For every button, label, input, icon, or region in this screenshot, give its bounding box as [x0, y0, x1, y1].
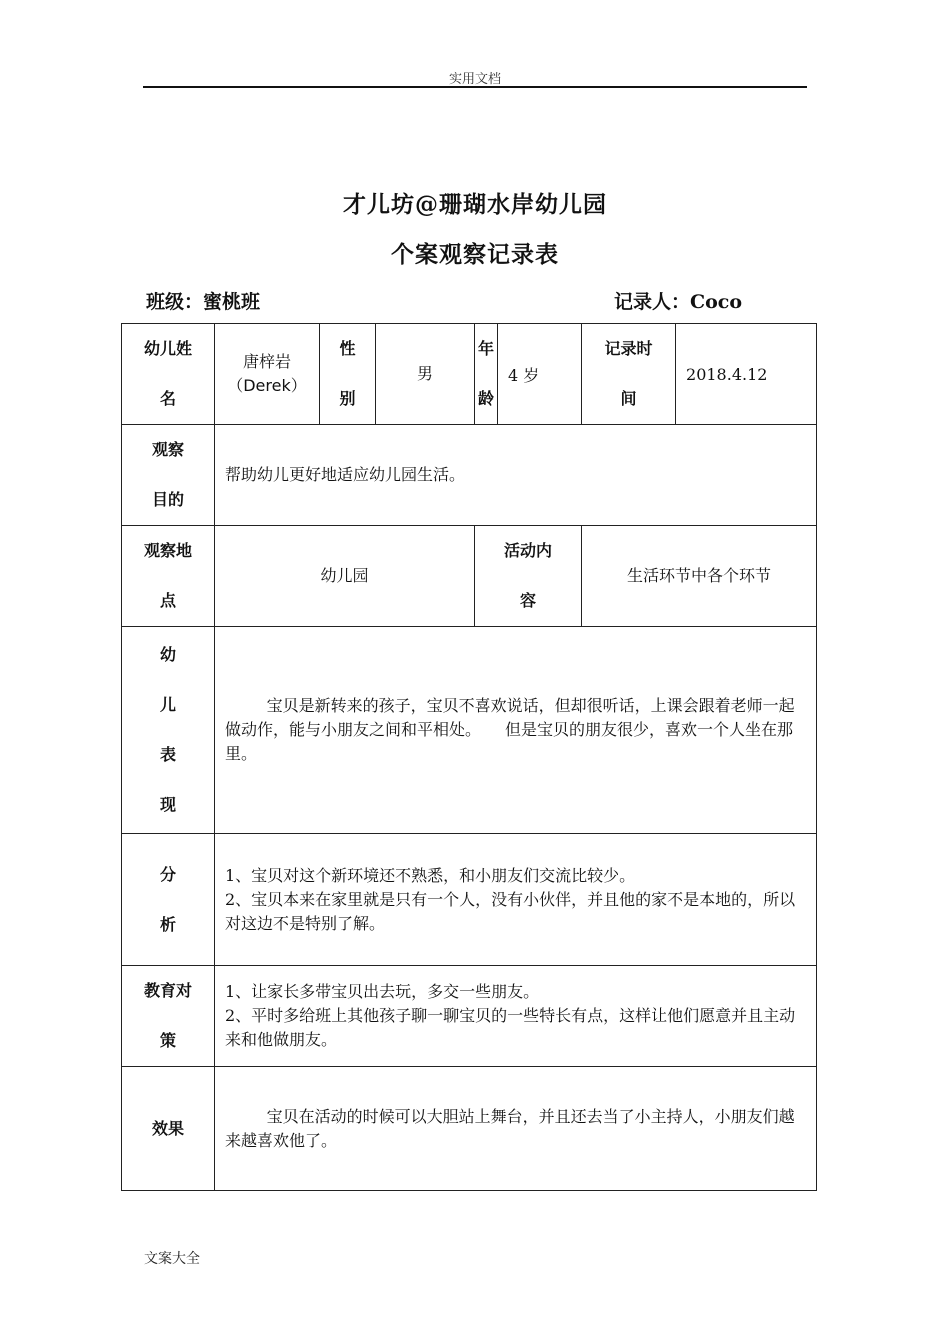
location-value: 幼儿园 [320, 566, 369, 585]
activity-value-cell [582, 526, 817, 627]
analysis-label-char-1: 分 [159, 864, 176, 884]
time-value-cell [676, 324, 817, 425]
activity-value: 生活环节中各个环节 [627, 566, 772, 585]
child-name: 唐梓岩 [242, 352, 291, 371]
analysis-label-char-2: 析 [159, 914, 176, 934]
strategy-line-2: 2、平时多给班上其他孩子聊一聊宝贝的一些特长有点，这样让他们愿意并且主动来和他做朋友。 [225, 1006, 796, 1049]
name-value-cell [215, 324, 320, 425]
strategy-label-cell [122, 966, 215, 1067]
location-label-cell [122, 526, 215, 627]
age-label-cell [475, 324, 498, 425]
table-row [122, 834, 817, 966]
page-footer: 文案大全 [144, 1251, 200, 1267]
analysis-label-cell [122, 834, 215, 966]
gender-label-line-2: 别 [339, 389, 356, 408]
table-row [122, 324, 817, 425]
effect-value-cell [215, 1067, 817, 1191]
name-label-line-1: 幼儿姓 [143, 339, 192, 358]
location-label-line-2: 点 [159, 591, 176, 610]
name-label-cell [122, 324, 215, 425]
behavior-label-char-1: 幼 [159, 645, 176, 664]
record-date: 2018.4.12 [686, 364, 768, 384]
analysis-line-1: 1、宝贝对这个新环境还不熟悉，和小朋友们交流比较少。 [225, 865, 636, 885]
purpose-label-cell [122, 425, 215, 526]
time-label-cell [582, 324, 676, 425]
header-divider [143, 86, 807, 88]
strategy-value-cell [215, 966, 817, 1067]
table-row [122, 526, 817, 627]
time-label-line-2: 间 [620, 389, 637, 408]
gender-value: 男 [417, 364, 434, 383]
table-row [122, 627, 817, 834]
purpose-value-cell [215, 425, 817, 526]
document-title: 才儿坊@珊瑚水岸幼儿园 [343, 191, 607, 218]
name-label-line-2: 名 [159, 389, 176, 408]
behavior-label-char-4: 现 [159, 795, 176, 814]
document-subtitle: 个案观察记录表 [391, 241, 559, 268]
behavior-value: 宝贝是新转来的孩子，宝贝不喜欢说话，但却很听话，上课会跟着老师一起做动作，能与小朋友之间和平相处。 但是宝贝的朋友很少，喜欢一个人坐在那里。 [225, 696, 795, 763]
gender-label-cell [320, 324, 376, 425]
activity-label-line-2: 容 [520, 591, 537, 610]
effect-label: 效果 [151, 1118, 184, 1138]
activity-label-cell [475, 526, 582, 627]
effect-value: 宝贝在活动的时候可以大胆站上舞台，并且还去当了小主持人，小朋友们越来越喜欢他了。 [225, 1106, 795, 1150]
table-row [122, 425, 817, 526]
age-label-line-2: 龄 [478, 389, 495, 408]
behavior-label-char-2: 儿 [159, 695, 176, 714]
strategy-label-line-2: 策 [159, 1031, 176, 1050]
effect-label-cell [122, 1067, 215, 1191]
behavior-value-cell [215, 627, 817, 834]
age-value-cell [498, 324, 582, 425]
location-label-line-1: 观察地 [143, 541, 192, 560]
analysis-value-cell [215, 834, 817, 966]
page-header: 实用文档 [448, 72, 501, 87]
purpose-label-line-2: 目的 [151, 490, 184, 509]
behavior-label-cell [122, 627, 215, 834]
age-label-line-1: 年 [478, 339, 495, 358]
gender-label-line-1: 性 [339, 339, 356, 358]
observation-record-table [121, 323, 817, 1191]
recorder-label: 记录人：Coco [614, 291, 743, 313]
time-label-line-1: 记录时 [604, 339, 653, 358]
analysis-line-2: 2、宝贝本来在家里就是只有一个人，没有小伙伴，并且他的家不是本地的，所以对这边不是特别了解。 [225, 889, 796, 933]
purpose-value: 帮助幼儿更好地适应幼儿园生活。 [225, 465, 466, 484]
gender-value-cell [376, 324, 475, 425]
behavior-label-char-3: 表 [159, 745, 176, 764]
table-row [122, 1067, 817, 1191]
activity-label-line-1: 活动内 [504, 541, 553, 560]
strategy-line-1: 1、让家长多带宝贝出去玩，多交一些朋友。 [225, 982, 540, 1001]
age-value: 4 岁 [508, 365, 540, 385]
purpose-label-line-1: 观察 [151, 440, 184, 459]
strategy-label-line-1: 教育对 [143, 981, 192, 1000]
location-value-cell [215, 526, 475, 627]
table-row [122, 966, 817, 1067]
child-english-name: （Derek） [227, 376, 307, 395]
class-label: 班级：蜜桃班 [146, 291, 261, 313]
